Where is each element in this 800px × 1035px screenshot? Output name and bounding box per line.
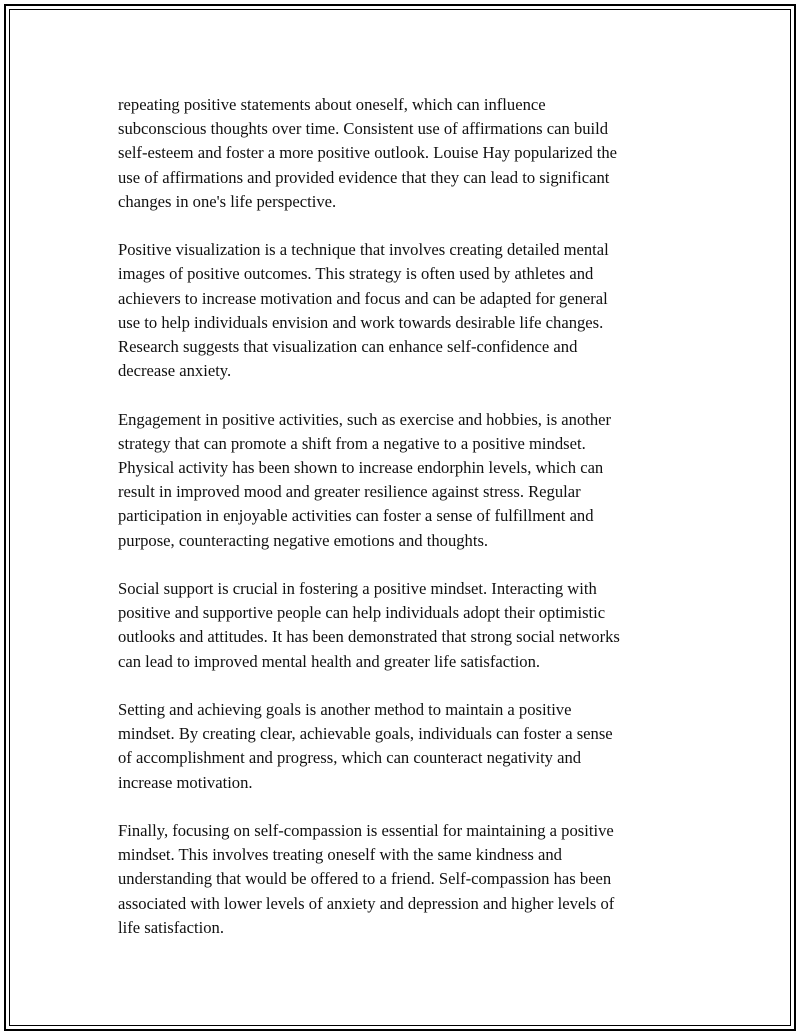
paragraph-positive-activities: Engagement in positive activities, such as exercise and hobbies, is another strategy that can promote a shift from a negative to a positive mindset. Physical activity has been shown to increase endorphin levels, which can result in improved mood and greater resilience against stress. Regular participation in enjoyable activities can foster a sense of fulfillment and purpose, counteracting negative emotions and thoughts.	[118, 409, 612, 550]
paragraph-social-support: Social support is crucial in fostering a positive mindset. Interacting with positive and supportive people can help individuals adopt their optimistic outlooks and attitudes. It has been demonstrated that strong social networks can lead to improved mental health and greater life satisfaction.	[118, 579, 620, 671]
paragraph-visualization: Positive visualization is a technique that involves creating detailed mental images of positive outcomes. This strategy is often used by athletes and achievers to increase motivation and focus and can be adapted for general use to help individuals envision and work towards desirable life changes. Research suggests that visualization can enhance self-confidence and decrease anxiety.	[118, 240, 609, 381]
paragraph-self-compassion: Finally, focusing on self-compassion is essential for maintaining a positive mindset. This involves treating oneself with the same kindness and understanding that would be offered to a friend. Self-compassion has been associated with lower levels of anxiety and depression and higher levels of life satisfaction.	[118, 821, 615, 937]
document-body	[118, 93, 678, 964]
paragraph-goals: Setting and achieving goals is another method to maintain a positive mindset. By creating clear, achievable goals, individuals can foster a sense of accomplishment and progress, which can counteract negativity and increase motivation.	[118, 700, 613, 792]
paragraph-affirmations: repeating positive statements about oneself, which can influence subconscious thoughts over time. Consistent use of affirmations can build self-esteem and foster a more positive outlook. Louise Hay popularized the use of affirmations and provided evidence that they can lead to significant changes in one's life perspective.	[118, 95, 618, 211]
